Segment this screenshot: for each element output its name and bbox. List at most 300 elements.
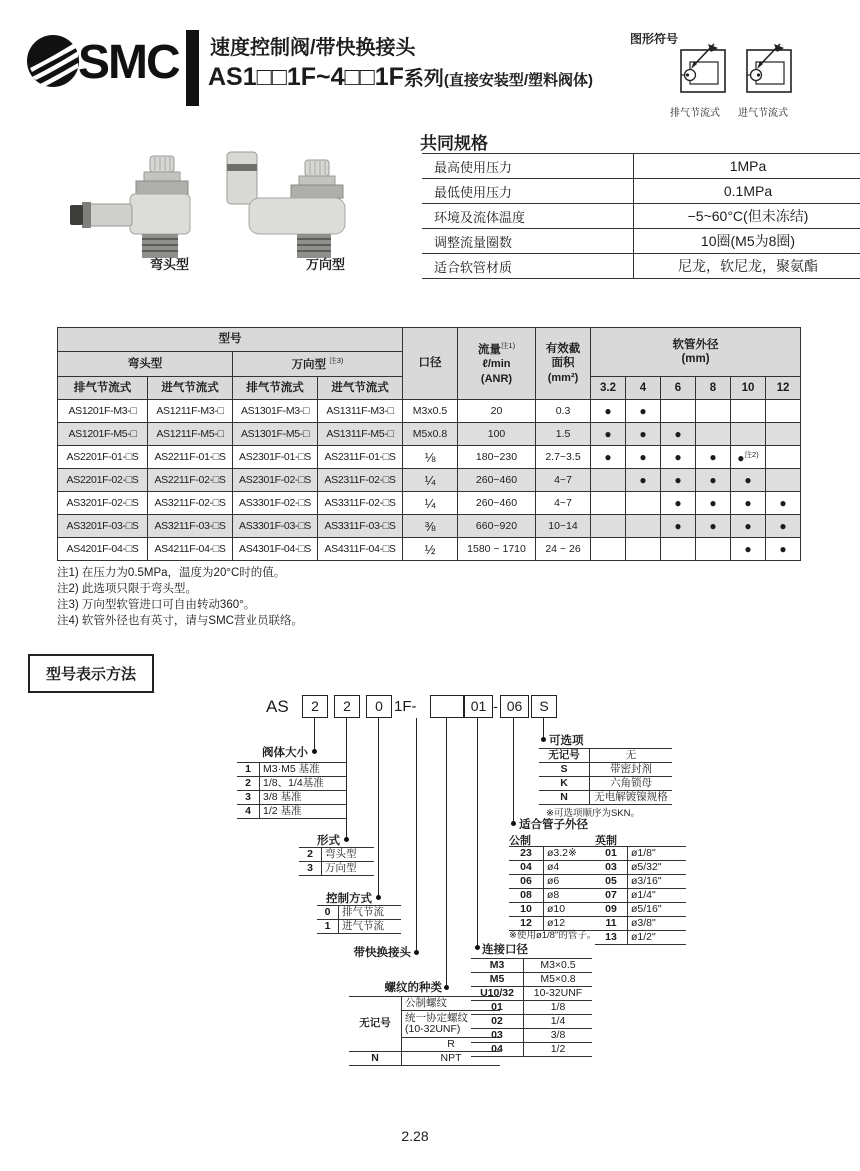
table-row — [509, 875, 598, 889]
table-row — [422, 204, 860, 229]
flow-cell: 260~460 — [458, 492, 536, 515]
dot-note-ref: 注2) — [744, 450, 759, 459]
key-cell: 2 — [237, 777, 260, 791]
dot-cell — [766, 400, 801, 423]
value-cell: ø4 — [544, 861, 599, 875]
dot-cell: ● — [696, 515, 731, 538]
code-box-control: 0 — [366, 695, 392, 718]
table-row — [471, 1043, 592, 1057]
key-cell: 04 — [509, 861, 544, 875]
table-row — [595, 861, 686, 875]
col-header-exhaust-1: 排气节流式 — [58, 377, 148, 400]
dot-cell: ● — [591, 446, 626, 469]
spec-value: 1MPa — [634, 154, 860, 179]
col-header-intake-1: 进气节流式 — [148, 377, 233, 400]
model-cell: AS2211F-01-□S — [148, 446, 233, 469]
dot-cell: ● — [766, 515, 801, 538]
spec-label: 最高使用压力 — [422, 154, 634, 179]
page-title: 速度控制阀/带快换接头 — [210, 37, 416, 59]
series-title — [208, 62, 593, 92]
tube-od-inch-table — [595, 846, 686, 945]
note-3: 注3) 万向型软管进口可自由转动360°。 — [57, 599, 256, 611]
value-cell: ø5/32" — [628, 861, 687, 875]
table-row — [595, 903, 686, 917]
form-table — [299, 847, 374, 876]
form-title: 形式 — [317, 835, 340, 847]
table-row — [58, 492, 801, 515]
dot-cell: ● — [731, 469, 766, 492]
dot-cell — [626, 515, 661, 538]
col-header-flow — [458, 328, 536, 400]
area-cell: 1.5 — [536, 423, 591, 446]
key-cell: 3 — [237, 791, 260, 805]
dot-cell — [696, 538, 731, 561]
table-row — [237, 763, 346, 777]
dot-cell: ● — [591, 423, 626, 446]
key-cell: 1 — [237, 763, 260, 777]
quick-fitting-label: 带快换接头 — [353, 947, 411, 959]
thread-title: 螺纹的种类 — [384, 982, 442, 994]
model-cell: AS3201F-02-□S — [58, 492, 148, 515]
options-title: 可选项 — [549, 735, 584, 747]
tube-od-metric-table — [509, 846, 598, 931]
model-cell: AS3301F-03-□S — [233, 515, 318, 538]
bullet-form — [344, 837, 349, 842]
model-cell: AS3201F-03-□S — [58, 515, 148, 538]
notes-block — [57, 565, 303, 629]
options-table — [539, 748, 672, 805]
symbol-label-exhaust: 排气节流式 — [670, 108, 720, 119]
code-box-thread-blank — [430, 695, 464, 718]
table-row — [471, 973, 592, 987]
dot-cell: ● — [626, 400, 661, 423]
spec-label: 最低使用压力 — [422, 179, 634, 204]
model-cell: AS2211F-02-□S — [148, 469, 233, 492]
col-header-size-12: 12 — [766, 377, 801, 400]
area-cell: 4~7 — [536, 469, 591, 492]
value-cell: ø6 — [544, 875, 599, 889]
dot-cell: ● — [661, 469, 696, 492]
table-row — [539, 763, 672, 777]
spec-value: 尼龙，软尼龙，聚氨酯 — [634, 254, 860, 279]
universal-label: 万向型 — [291, 358, 327, 371]
key-cell: M3 — [471, 959, 524, 973]
tube-od-title: 适合管子外径 — [519, 819, 588, 831]
flow-cell: 20 — [458, 400, 536, 423]
table-row — [422, 154, 860, 179]
spec-value: 0.1MPa — [634, 179, 860, 204]
bullet-quick-fitting — [414, 950, 419, 955]
key-cell: 3 — [299, 862, 322, 876]
value-cell: ø3/8" — [628, 917, 687, 931]
model-cell: AS2201F-01-□S — [58, 446, 148, 469]
key-cell: 08 — [509, 889, 544, 903]
table-row — [317, 920, 401, 934]
table-row — [539, 749, 672, 763]
value-cell: 无 — [590, 749, 673, 763]
table-row — [471, 1015, 592, 1029]
key-cell: 05 — [595, 875, 628, 889]
value-cell: 公制螺纹 — [402, 997, 501, 1011]
value-cell: M5×0.8 — [524, 973, 593, 987]
body-size-table — [237, 762, 346, 819]
note-4: 注4) 软管外径也有英寸，请与SMC营业员联络。 — [57, 615, 303, 627]
tube-od-metric-note: ※使用ø1/8"的管子。 — [509, 930, 597, 941]
table-row — [237, 791, 346, 805]
note-1: 注1) 在压力为0.5MPa，温度为20°C时的值。 — [57, 567, 286, 579]
code-mid-1f: 1F- — [394, 698, 417, 715]
flow-cell: 1580 ~ 1710 — [458, 538, 536, 561]
flow-label: 流量 — [477, 343, 501, 356]
key-cell: S — [539, 763, 590, 777]
flow-cell: 260~460 — [458, 469, 536, 492]
model-cell: AS1301F-M5-□ — [233, 423, 318, 446]
bullet-body-size — [312, 749, 317, 754]
value-cell: 1/8、1/4基准 — [260, 777, 347, 791]
key-cell: 无记号 — [539, 749, 590, 763]
code-dash: - — [493, 698, 498, 714]
key-cell: 4 — [237, 805, 260, 819]
flow-note-ref: 注1) — [500, 340, 516, 350]
key-cell: 2 — [299, 848, 322, 862]
common-specs-table — [422, 153, 860, 279]
table-row — [58, 515, 801, 538]
col-header-universal — [233, 352, 403, 377]
key-cell: 无记号 — [349, 997, 402, 1052]
value-cell: 无电解镀镍规格 — [590, 791, 673, 805]
port-cell: ¼ — [403, 469, 458, 492]
port-size-table — [471, 958, 592, 1057]
col-header-area — [536, 328, 591, 400]
key-cell: U10/32 — [471, 987, 524, 1001]
dot-cell: ● — [661, 492, 696, 515]
key-cell: 23 — [509, 847, 544, 861]
model-table — [57, 327, 801, 561]
value-cell: NPT — [402, 1052, 501, 1066]
page-number: 2.28 — [401, 1128, 429, 1144]
col-header-size-3-2: 3.2 — [591, 377, 626, 400]
key-cell: 11 — [595, 917, 628, 931]
dot-cell — [731, 400, 766, 423]
value-cell: 弯头型 — [322, 848, 375, 862]
port-cell: ⅜ — [403, 515, 458, 538]
value-cell: R — [402, 1038, 501, 1052]
connector-line-option — [543, 718, 544, 737]
value-cell: ø8 — [544, 889, 599, 903]
table-row — [595, 931, 686, 945]
value-cell: 10-32UNF — [524, 987, 593, 1001]
value-cell: 进气节流 — [339, 920, 402, 934]
area-label-1: 有效截 — [545, 342, 581, 355]
value-cell: 万向型 — [322, 862, 375, 876]
value-cell: M3×0.5 — [524, 959, 593, 973]
value-cell: 排气节流 — [339, 906, 402, 920]
model-cell: AS2201F-02-□S — [58, 469, 148, 492]
spec-value: 10圈(M5为8圈) — [634, 229, 860, 254]
table-row — [509, 903, 598, 917]
dot-cell — [626, 492, 661, 515]
universal-note-ref: 注3) — [329, 355, 344, 365]
control-title: 控制方式 — [326, 893, 372, 905]
key-cell: 01 — [595, 847, 628, 861]
model-cell: AS2301F-02-□S — [233, 469, 318, 492]
model-cell: AS1301F-M3-□ — [233, 400, 318, 423]
model-cell: AS3301F-02-□S — [233, 492, 318, 515]
table-row — [299, 862, 374, 876]
series-paren: (直接安装型/塑料阀体) — [443, 72, 594, 89]
area-cell: 24 ~ 26 — [536, 538, 591, 561]
area-cell: 0.3 — [536, 400, 591, 423]
table-row — [58, 446, 801, 469]
value-cell: ø3.2※ — [544, 847, 599, 861]
dot-cell — [661, 400, 696, 423]
value-cell: ø1/4" — [628, 889, 687, 903]
intake-throttle-symbol-icon — [744, 40, 796, 103]
key-cell: 10 — [509, 903, 544, 917]
dot-cell: ● — [661, 446, 696, 469]
col-header-intake-2: 进气节流式 — [318, 377, 403, 400]
port-cell: ½ — [403, 538, 458, 561]
table-row — [595, 889, 686, 903]
area-label-2: 面积 — [551, 357, 575, 370]
tube-od-label: 软管外径 — [672, 338, 719, 351]
code-box-option: S — [531, 695, 557, 718]
port-cell: M5x0.8 — [403, 423, 458, 446]
key-cell: N — [349, 1052, 402, 1066]
dot-cell: ● — [766, 538, 801, 561]
dot-cell: ● — [661, 515, 696, 538]
model-cell: AS1311F-M3-□ — [318, 400, 403, 423]
thread-unified-line1: 统一协定螺纹 — [405, 1011, 468, 1024]
value-cell: 1/8 — [524, 1001, 593, 1015]
bullet-option — [541, 737, 546, 742]
dot-cell — [591, 515, 626, 538]
value-cell: ø5/16" — [628, 903, 687, 917]
table-row — [299, 848, 374, 862]
model-cell: AS2311F-01-□S — [318, 446, 403, 469]
value-cell: ø12 — [544, 917, 599, 931]
code-box-port-size: 01 — [464, 695, 493, 718]
control-table — [317, 905, 401, 934]
area-cell: 10~14 — [536, 515, 591, 538]
smc-logo — [26, 30, 186, 97]
note-2: 注2) 此选项只限于弯头型。 — [57, 583, 197, 595]
key-cell: 03 — [471, 1029, 524, 1043]
body-size-title: 阀体大小 — [262, 747, 308, 759]
col-header-model: 型号 — [58, 328, 403, 352]
dot-cell — [731, 423, 766, 446]
dot-cell: ● — [766, 492, 801, 515]
col-header-elbow: 弯头型 — [58, 352, 233, 377]
options-note: ※可选项顺序为SKN。 — [546, 808, 640, 819]
dot-cell: ● — [696, 446, 731, 469]
col-header-size-8: 8 — [696, 377, 731, 400]
symbols-title: 图形符号 — [630, 32, 679, 46]
ordering-section-title: 型号表示方法 — [28, 654, 154, 693]
value-cell: ø1/2" — [628, 931, 687, 945]
dot-cell: ● — [731, 538, 766, 561]
table-row — [539, 777, 672, 791]
code-box-body-size: 2 — [302, 695, 328, 718]
value-cell: 带密封剂 — [590, 763, 673, 777]
value-cell: ø10 — [544, 903, 599, 917]
table-row — [58, 538, 801, 561]
table-row — [471, 987, 592, 1001]
area-cell: 2.7~3.5 — [536, 446, 591, 469]
universal-valve-photo — [205, 142, 385, 269]
model-cell: AS1311F-M5-□ — [318, 423, 403, 446]
model-cell: AS4311F-04-□S — [318, 538, 403, 561]
dot-cell-with-note — [731, 446, 766, 469]
table-row — [509, 889, 598, 903]
spec-value: −5~60°C(但未冻结) — [634, 204, 860, 229]
series-suffix: 系列 — [403, 68, 444, 90]
table-row — [58, 423, 801, 446]
dot-cell — [766, 423, 801, 446]
thread-unified-line2: (10-32UNF) — [405, 1023, 461, 1035]
dot-cell — [661, 538, 696, 561]
symbol-label-intake: 进气节流式 — [738, 108, 788, 119]
svg-text:SMC: SMC — [78, 36, 179, 89]
table-row — [595, 917, 686, 931]
connector-line-tube-od — [513, 718, 514, 821]
key-cell: 03 — [595, 861, 628, 875]
table-row — [539, 791, 672, 805]
tube-od-metric-label: 公制 — [509, 835, 531, 847]
table-row — [595, 875, 686, 889]
model-cell: AS3311F-02-□S — [318, 492, 403, 515]
dot-cell: ● — [661, 423, 696, 446]
dot-cell: ● — [626, 423, 661, 446]
flow-unit2: (ANR) — [480, 372, 513, 385]
connector-line-body-size — [314, 718, 315, 749]
area-unit: (mm²) — [547, 371, 579, 384]
dot-mark: ● — [737, 451, 745, 465]
model-cell: AS1201F-M5-□ — [58, 423, 148, 446]
table-row — [509, 861, 598, 875]
table-row — [471, 1029, 592, 1043]
flow-unit: ℓ/min — [482, 357, 511, 370]
dot-cell: ● — [696, 492, 731, 515]
dot-cell — [696, 423, 731, 446]
dot-cell — [591, 469, 626, 492]
table-row — [317, 906, 401, 920]
flow-cell: 660~920 — [458, 515, 536, 538]
col-header-tube-od — [591, 328, 801, 377]
dot-cell — [766, 446, 801, 469]
value-cell: 3/8 基准 — [260, 791, 347, 805]
model-cell: AS2301F-01-□S — [233, 446, 318, 469]
photo-label-universal: 万向型 — [306, 257, 346, 272]
table-row — [422, 179, 860, 204]
dot-cell — [626, 538, 661, 561]
table-row — [422, 254, 860, 279]
dot-cell: ● — [696, 469, 731, 492]
model-cell: AS1211F-M5-□ — [148, 423, 233, 446]
key-cell: 01 — [471, 1001, 524, 1015]
key-cell: 06 — [509, 875, 544, 889]
key-cell: N — [539, 791, 590, 805]
code-prefix: AS — [266, 697, 289, 716]
connector-line-quick-fitting — [416, 718, 417, 950]
spec-label: 环境及流体温度 — [422, 204, 634, 229]
table-row — [595, 847, 686, 861]
connector-line-port-size — [477, 718, 478, 945]
table-row — [58, 400, 801, 423]
elbow-valve-photo — [58, 152, 228, 269]
key-cell: 07 — [595, 889, 628, 903]
model-cell: AS3211F-03-□S — [148, 515, 233, 538]
table-row — [471, 1001, 592, 1015]
value-cell: ø1/8" — [628, 847, 687, 861]
dot-cell — [696, 400, 731, 423]
bullet-thread — [444, 985, 449, 990]
table-row — [237, 805, 346, 819]
value-cell: M3·M5 基准 — [260, 763, 347, 777]
common-specs-title: 共同规格 — [420, 134, 488, 153]
model-cell: AS1201F-M3-□ — [58, 400, 148, 423]
dot-cell: ● — [626, 469, 661, 492]
port-cell: ¼ — [403, 492, 458, 515]
col-header-size-10: 10 — [731, 377, 766, 400]
key-cell: 04 — [471, 1043, 524, 1057]
table-row — [509, 847, 598, 861]
value-cell: 六角锁母 — [590, 777, 673, 791]
model-cell: AS4211F-04-□S — [148, 538, 233, 561]
series-code: AS1□□1F~4□□1F — [208, 63, 404, 91]
connector-line-form — [346, 718, 347, 837]
col-header-exhaust-2: 排气节流式 — [233, 377, 318, 400]
value-cell: ø3/16" — [628, 875, 687, 889]
col-header-port: 口径 — [403, 328, 458, 400]
port-cell: M3x0.5 — [403, 400, 458, 423]
model-cell: AS2311F-02-□S — [318, 469, 403, 492]
table-row — [58, 469, 801, 492]
col-header-size-6: 6 — [661, 377, 696, 400]
connector-line-control — [378, 718, 379, 895]
dot-cell: ● — [731, 515, 766, 538]
bullet-tube-od — [511, 821, 516, 826]
area-cell: 4~7 — [536, 492, 591, 515]
code-box-form: 2 — [334, 695, 360, 718]
port-cell: ⅛ — [403, 446, 458, 469]
dot-cell: ● — [731, 492, 766, 515]
flow-cell: 180~230 — [458, 446, 536, 469]
key-cell: 1 — [317, 920, 339, 934]
key-cell: M5 — [471, 973, 524, 987]
key-cell: 12 — [509, 917, 544, 931]
dot-cell: ● — [626, 446, 661, 469]
photo-label-elbow: 弯头型 — [150, 257, 190, 272]
key-cell: 13 — [595, 931, 628, 945]
model-cell: AS4301F-04-□S — [233, 538, 318, 561]
table-row — [237, 777, 346, 791]
tube-od-inch-label: 英制 — [595, 835, 617, 847]
dot-cell — [766, 469, 801, 492]
dot-cell — [591, 492, 626, 515]
dot-cell — [591, 538, 626, 561]
code-box-tube-od: 06 — [500, 695, 529, 718]
tube-od-unit: (mm) — [681, 353, 710, 365]
bullet-control — [376, 895, 381, 900]
model-cell: AS3311F-03-□S — [318, 515, 403, 538]
key-cell: 09 — [595, 903, 628, 917]
key-cell: K — [539, 777, 590, 791]
bullet-port-size — [475, 945, 480, 950]
table-header-row — [58, 328, 801, 352]
table-row — [422, 229, 860, 254]
title-divider-bar — [186, 30, 199, 106]
